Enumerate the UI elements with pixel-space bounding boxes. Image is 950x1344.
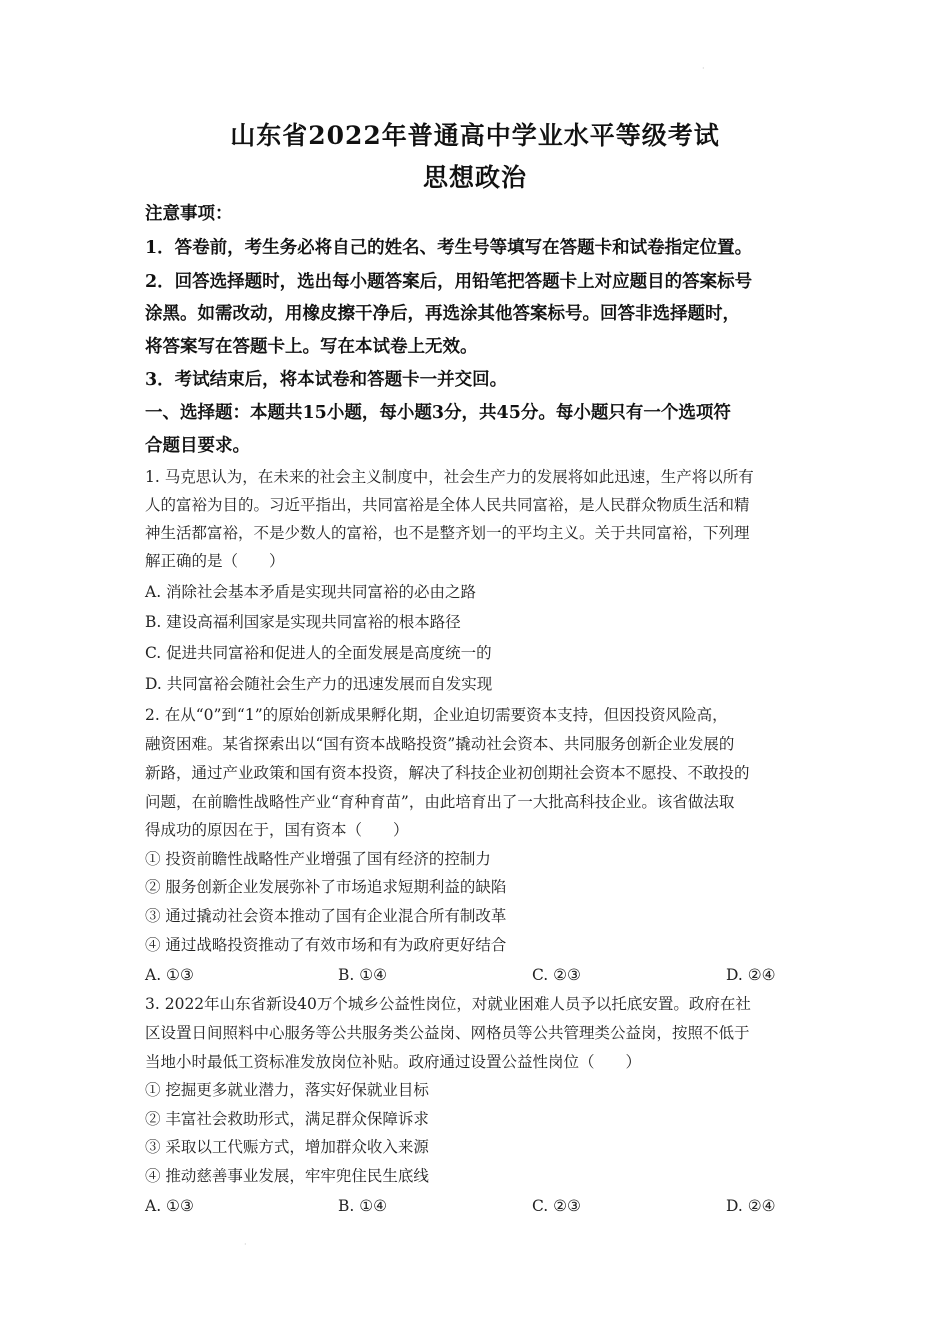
q1-option-d: D. 共同富裕会随社会生产力的迅速发展而自发实现 [145,675,493,693]
q2-statement-3: ③ 通过撬动社会资本推动了国有企业混合所有制改革 [145,907,507,925]
q3-choice-b: B. ①④ [338,1197,388,1215]
section-heading-cont: 合题目要求。 [145,436,250,456]
q2-choice-b: B. ①④ [338,966,388,984]
q2-stem-line: 2. 在从“0”到“1”的原始创新成果孵化期，企业迫切需要资本支持，但因投资风险高， [145,706,728,724]
notice-heading: 注意事项： [145,204,233,224]
q2-stem-line: 得成功的原因在于，国有资本（ ） [145,821,409,839]
q2-statement-1: ① 投资前瞻性战略性产业增强了国有经济的控制力 [145,850,491,868]
q1-stem-line: 人的富裕为目的。习近平指出，共同富裕是全体人民共同富裕，是人民群众物质生活和精 [145,496,750,514]
q3-stem-line: 当地小时最低工资标准发放岗位补贴。政府通过设置公益性岗位（ ） [145,1053,642,1071]
q3-stem-line: 3. 2022年山东省新设40万个城乡公益性岗位，对就业困难人员予以托底安置。政府在社 [145,995,751,1013]
q3-choice-a: A. ①③ [145,1197,194,1215]
notice-line: 1．答卷前，考生务必将自己的姓名、考生号等填写在答题卡和试卷指定位置。 [145,238,753,258]
notice-line: 2．回答选择题时，选出每小题答案后，用铅笔把答题卡上对应题目的答案标号 [145,272,753,292]
q2-statement-2: ② 服务创新企业发展弥补了市场追求短期利益的缺陷 [145,878,507,896]
q1-option-c: C. 促进共同富裕和促进人的全面发展是高度统一的 [145,644,492,662]
notice-line: 将答案写在答题卡上。写在本试卷上无效。 [145,337,478,357]
q2-choices [145,961,825,989]
q2-stem-line: 新路，通过产业政策和国有资本投资，解决了科技企业初创期社会资本不愿投、不敢投的 [145,764,750,782]
q2-stem-line: 融资困难。某省探索出以“国有资本战略投资”撬动社会资本、共同服务创新企业发展的 [145,735,735,753]
notice-line: 涂黑。如需改动，用橡皮擦干净后，再选涂其他答案标号。回答非选择题时， [145,304,740,324]
q1-option-b: B. 建设高福利国家是实现共同富裕的根本路径 [145,613,461,631]
q3-choice-c: C. ②③ [532,1197,581,1215]
q2-statement-4: ④ 通过战略投资推动了有效市场和有为政府更好结合 [145,936,507,954]
q1-stem-line: 神生活都富裕，不是少数人的富裕，也不是整齐划一的平均主义。关于共同富裕，下列理 [145,524,750,542]
q3-statement-3: ③ 采取以工代赈方式，增加群众收入来源 [145,1138,429,1156]
scan-dot: · [244,1240,247,1249]
exam-title: 山东省2022年普通高中学业水平等级考试 [230,121,720,150]
q1-stem-line: 解正确的是（ ） [145,552,285,570]
q3-choice-d: D. ②④ [726,1197,776,1215]
section-heading: 一、选择题：本题共15小题，每小题3分，共45分。每小题只有一个选项符 [145,403,731,423]
q1-stem-line: 1. 马克思认为，在未来的社会主义制度中，社会生产力的发展将如此迅速，生产将以所有 [145,468,754,486]
q1-option-a: A. 消除社会基本矛盾是实现共同富裕的必由之路 [145,583,477,601]
q3-statement-2: ② 丰富社会救助形式，满足群众保障诉求 [145,1110,429,1128]
q3-statement-4: ④ 推动慈善事业发展，牢牢兜住民生底线 [145,1167,429,1185]
q3-choices [145,1192,825,1220]
q3-statement-1: ① 挖掘更多就业潜力，落实好保就业目标 [145,1081,429,1099]
notice-line: 3．考试结束后，将本试卷和答题卡一并交回。 [145,370,508,390]
scan-dot: · [702,64,705,73]
subject-title: 思想政治 [422,163,527,192]
q2-choice-d: D. ②④ [726,966,776,984]
q3-stem-line: 区设置日间照料中心服务等公共服务类公益岗、网格员等公共管理类公益岗，按照不低于 [145,1024,750,1042]
q2-choice-a: A. ①③ [145,966,194,984]
q2-stem-line: 问题，在前瞻性战略性产业“育种育苗”，由此培育出了一大批高科技企业。该省做法取 [145,793,735,811]
q2-choice-c: C. ②③ [532,966,581,984]
